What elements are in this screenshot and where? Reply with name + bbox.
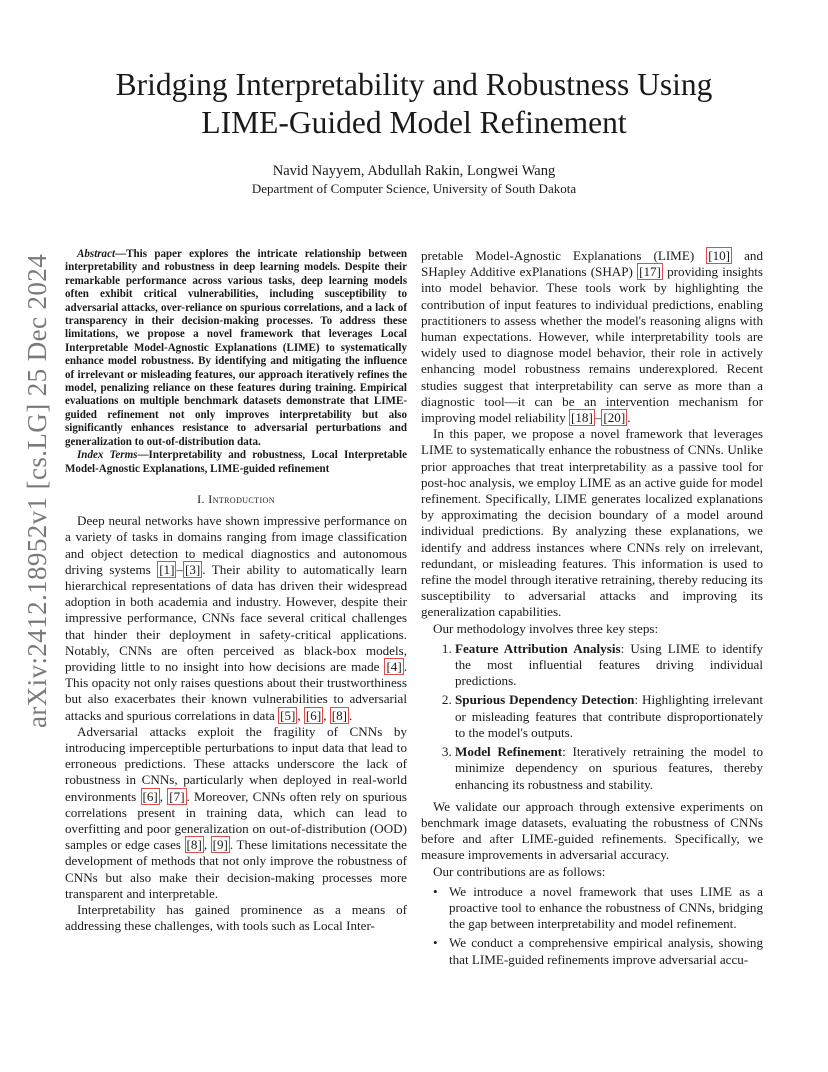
- index-terms-text: —Interpretability and robustness, Local Interpretable Model-Agnostic Explanations, LIME-guided refinement: [65, 449, 408, 475]
- citation-link[interactable]: [8]: [331, 707, 348, 723]
- text-run: . These limitations necessitate the development of methods that not only improve the robustness of CNNs but also make their decision-making processes more transparent and interpretable.: [65, 837, 407, 901]
- intro-paragraph-4: In this paper, we propose a novel framework that leverages LIME to systematically enhance the robustness of CNNs. Unlike prior approaches that treat interpretability as a passive tool for post-hoc analysis, we employ LIME as an active guide for model refinement. Specifically, LIME generates localized explanations by approximating the decision boundary of a model around individual predictions. By analyzing these explanations, we identify and address instances where CNNs rely on irrelevant, redundant, or misleading features. This information is used to refine the model through iterative retraining, thereby reducing its susceptibility to adversarial attacks and improving its generalization capabilities.: [421, 426, 763, 620]
- citation-link[interactable]: [8]: [186, 837, 202, 853]
- step-text: : Highlighting irrelevant or misleading features that contribute disproportionately to the model's outputs.: [455, 692, 763, 740]
- left-column: [65, 248, 407, 934]
- citation-link[interactable]: [1]: [159, 561, 175, 577]
- citation-link[interactable]: [10]: [708, 248, 731, 263]
- text-run: –: [594, 410, 602, 426]
- index-terms-label: Index Terms: [77, 449, 138, 462]
- text-run: Deep neural networks have shown impressive performance on a variety of tasks in domains ranging from image classification and object detection to medical diagnostics and autonomous driving systems: [65, 513, 407, 577]
- section-heading-introduction: I. Introduction: [197, 491, 275, 506]
- text-run: pretable Model-Agnostic Explanations (LIME): [421, 248, 707, 263]
- text-run: –: [176, 561, 184, 577]
- intro-paragraph-5: Our methodology involves three key steps:: [433, 620, 659, 636]
- text-run: ,: [297, 707, 304, 723]
- contributions-list: [421, 884, 763, 968]
- citation-link[interactable]: [4]: [386, 658, 402, 674]
- text-run: ,: [159, 788, 168, 804]
- arxiv-identifier-stamp: arXiv:2412.18952v1 [cs.LG] 25 Dec 2024: [22, 253, 52, 728]
- intro-paragraph-2: [65, 724, 407, 902]
- contribution-item: • We introduce a novel framework that uses LIME as a proactive tool to enhance the robustness of CNNs, bridging the gap between interpretability and model refinement.: [449, 884, 763, 933]
- paper-affiliation: Department of Computer Science, University of South Dakota: [251, 181, 577, 196]
- text-run: Adversarial attacks exploit the fragility of CNNs by introducing imperceptible perturbations to input data that lead to erroneous predictions. These attacks underscore the lack of robustness in CNNs, particularly when deployed in real-world environments: [65, 723, 407, 804]
- step-title: Model Refinement: [455, 744, 563, 760]
- right-column: [421, 248, 763, 971]
- citation-link[interactable]: [6]: [305, 707, 322, 723]
- text-run: ,: [203, 837, 211, 853]
- index-terms: [65, 449, 407, 476]
- citation-link[interactable]: [17]: [639, 264, 661, 280]
- intro-paragraph-3: [65, 902, 407, 934]
- text-run: ,: [323, 707, 330, 723]
- methodology-steps-list: [421, 641, 763, 793]
- paper-authors: Navid Nayyem, Abdullah Rakin, Longwei Wang: [272, 163, 556, 179]
- abstract-label: Abstract: [77, 248, 116, 260]
- methodology-step: [455, 641, 763, 690]
- methodology-step: [455, 692, 763, 741]
- text-run: .: [627, 410, 631, 426]
- contribution-item: • We conduct a comprehensive empirical analysis, showing that LIME-guided refinements improve adversarial accu-: [449, 935, 763, 967]
- citation-link[interactable]: [3]: [185, 561, 201, 577]
- citation-link[interactable]: [9]: [212, 837, 228, 853]
- intro-paragraph-7: Our contributions are as follows:: [433, 863, 606, 879]
- paper-title: Bridging Interpretability and Robustness Using LIME-Guided Model Refinement: [115, 67, 713, 140]
- abstract-text: —This paper explores the intricate relationship between interpretability and robustness in deep learning models. Despite their remarkable performance across various tasks, deep learning models often exhibit critical vulnerabilities, including susceptibility to adversarial attacks, over-reliance on spurious correlations, and a lack of transparency in their decision-making processes. To address these limitations, we propose a novel framework that leverages Local Interpretable Model-Agnostic Explanations (LIME) to systematically enhance model robustness. By identifying and mitigating the influence of irrelevant or misleading features, our approach iteratively refines the model, penalizing reliance on these features during training. Empirical evaluations on multiple benchmark datasets demonstrate that LIME-guided refinement not only improves interpretability but also significantly enhances resistance to adversarial perturbations and generalization to out-of-distribution data.: [65, 248, 407, 448]
- text-run: .: [349, 707, 353, 723]
- text-run: . This opacity not only raises questions about their trustworthiness but also exacerbates their known vulnerabilities to adversarial attacks and spurious correlations in data: [65, 658, 407, 723]
- step-text: : Using LIME to identify the most influential features driving individual predictions.: [455, 640, 763, 689]
- methodology-step: [455, 744, 763, 793]
- citation-link[interactable]: [6]: [142, 788, 158, 804]
- intro-paragraph-6: We validate our approach through extensive experiments on benchmark image datasets, evaluating the robustness of CNNs before and after LIME-guided refinements. Specifically, we measure improvements in adversarial accuracy.: [421, 798, 763, 863]
- text-run: and SHapley Additive exPlanations (SHAP): [421, 248, 763, 280]
- step-title: Feature Attribution Analysis: [455, 640, 621, 656]
- intro-paragraph-1: [65, 513, 407, 724]
- abstract: [65, 248, 407, 449]
- citation-link[interactable]: [20]: [603, 410, 626, 426]
- text-run: . Their ability to automatically learn hierarchical representations of data has driven their widespread adoption in both academia and industry. However, despite their impressive performance, CNNs face several critical challenges that hinder their deployment in safety-critical applications. Notably, CNNs are often perceived as black-box models, providing little to no insight into how decisions are made: [65, 561, 407, 674]
- intro-paragraph-3-continued: [421, 248, 763, 426]
- citation-link[interactable]: [5]: [280, 707, 296, 723]
- citation-link[interactable]: [18]: [571, 410, 593, 426]
- step-title: Spurious Dependency Detection: [455, 692, 635, 708]
- text-run: . Moreover, CNNs often rely on spurious correlations present in training data, which can lead to overfitting and poor generalization on out-of-distribution (OOD) samples or edge cases: [65, 788, 407, 853]
- text-run: Interpretability has gained prominence as a means of addressing these challenges, with tools such as Local Inter-: [65, 901, 407, 934]
- text-run: providing insights into model behavior. These tools work by highlighting the contribution of input features to individual predictions, enabling practitioners to assess whether the model's reasoning aligns with human expectations. However, while interpretability tools are widely used to diagnose model behavior, their role in actively enhancing model robustness remains underexplored. Recent studies suggest that interpretability can serve as more than a diagnostic tool—it can be an intervention mechanism for improving model reliability: [421, 264, 763, 426]
- step-text: : Iteratively retraining the model to minimize dependency on spurious features, thereby enhancing its robustness and stability.: [455, 744, 763, 792]
- citation-link[interactable]: [7]: [169, 788, 185, 804]
